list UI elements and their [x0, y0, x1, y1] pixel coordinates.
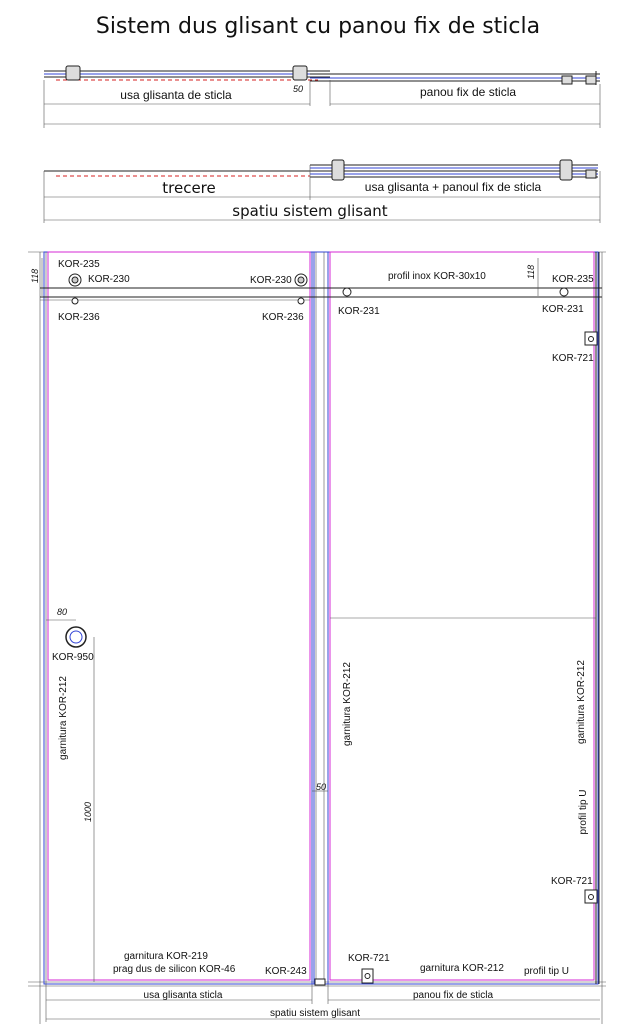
clamp-icon: [562, 76, 572, 84]
panel-width-label: panou fix de sticla: [419, 85, 517, 99]
threshold-label: prag dus de silicon KOR-46: [113, 964, 236, 975]
kor219-label: garnitura KOR-219: [124, 951, 208, 962]
dim-118-left: 118: [30, 268, 40, 284]
total-space-label: spatiu sistem glisant: [232, 202, 388, 220]
stopper-icon: [298, 298, 304, 304]
door-width-label: usa glisanta de sticla: [120, 88, 232, 102]
kor231-left-label: KOR-231: [338, 306, 380, 317]
stopper-icon: [72, 298, 78, 304]
combo-label: usa glisanta + panoul fix de sticla: [364, 180, 542, 194]
u-profile-bottom-label: profil tip U: [524, 966, 570, 977]
rail-bracket-icon: [560, 288, 568, 296]
page-title: Sistem dus glisant cu panou fix de sticla: [95, 14, 541, 39]
roller-icon: [66, 66, 80, 80]
kor236-mid-label: KOR-236: [262, 312, 304, 323]
bottom-panel-dim-label: panou fix de sticla: [412, 990, 494, 1001]
dim-80: 80: [56, 607, 68, 617]
roller-icon: [293, 66, 307, 80]
kor721-bottom-left-label: KOR-721: [348, 953, 390, 964]
passage-label: trecere: [162, 179, 216, 197]
dim-50: 50: [315, 782, 327, 792]
kor231-right-label: KOR-231: [542, 304, 584, 315]
top-plan-view: [44, 66, 600, 128]
bottom-total-dim-label: spatiu sistem glisant: [269, 1008, 361, 1019]
gasket-mid-label: garnitura KOR-212: [342, 662, 353, 746]
u-profile-vertical-label: profil tip U: [578, 789, 589, 835]
roller-icon: [332, 160, 344, 180]
gasket-right-label: garnitura KOR-212: [576, 660, 587, 744]
bottom-door-dim-label: usa glisanta sticla: [143, 990, 223, 1001]
mid-plan-view: [44, 160, 600, 223]
rail-profile-label: profil inox KOR-30x10: [388, 271, 486, 282]
kor721-top-label: KOR-721: [552, 353, 594, 364]
kor243-label: KOR-243: [265, 966, 307, 977]
overlap-dimension: 50: [292, 84, 304, 94]
kor721-bottom-label: KOR-721: [551, 876, 593, 887]
kor230-left-label: KOR-230: [88, 274, 130, 285]
kor235-right-label: KOR-235: [552, 274, 594, 285]
handle-label: KOR-950: [52, 652, 94, 663]
elevation-view: [28, 252, 606, 1024]
dim-1000: 1000: [83, 801, 93, 823]
kor235-left-label: KOR-235: [58, 259, 100, 270]
rail-bracket-icon: [343, 288, 351, 296]
dim-118-right: 118: [526, 264, 536, 280]
kor230-mid-label: KOR-230: [250, 275, 292, 286]
roller-icon: [560, 160, 572, 180]
floor-guide-icon: [315, 979, 325, 985]
gasket-left-label: garnitura KOR-212: [58, 676, 69, 760]
kor236-left-label: KOR-236: [58, 312, 100, 323]
clamp-icon: [586, 170, 596, 178]
kor212-bottom-label: garnitura KOR-212: [420, 963, 504, 974]
clamp-icon: [586, 76, 596, 84]
